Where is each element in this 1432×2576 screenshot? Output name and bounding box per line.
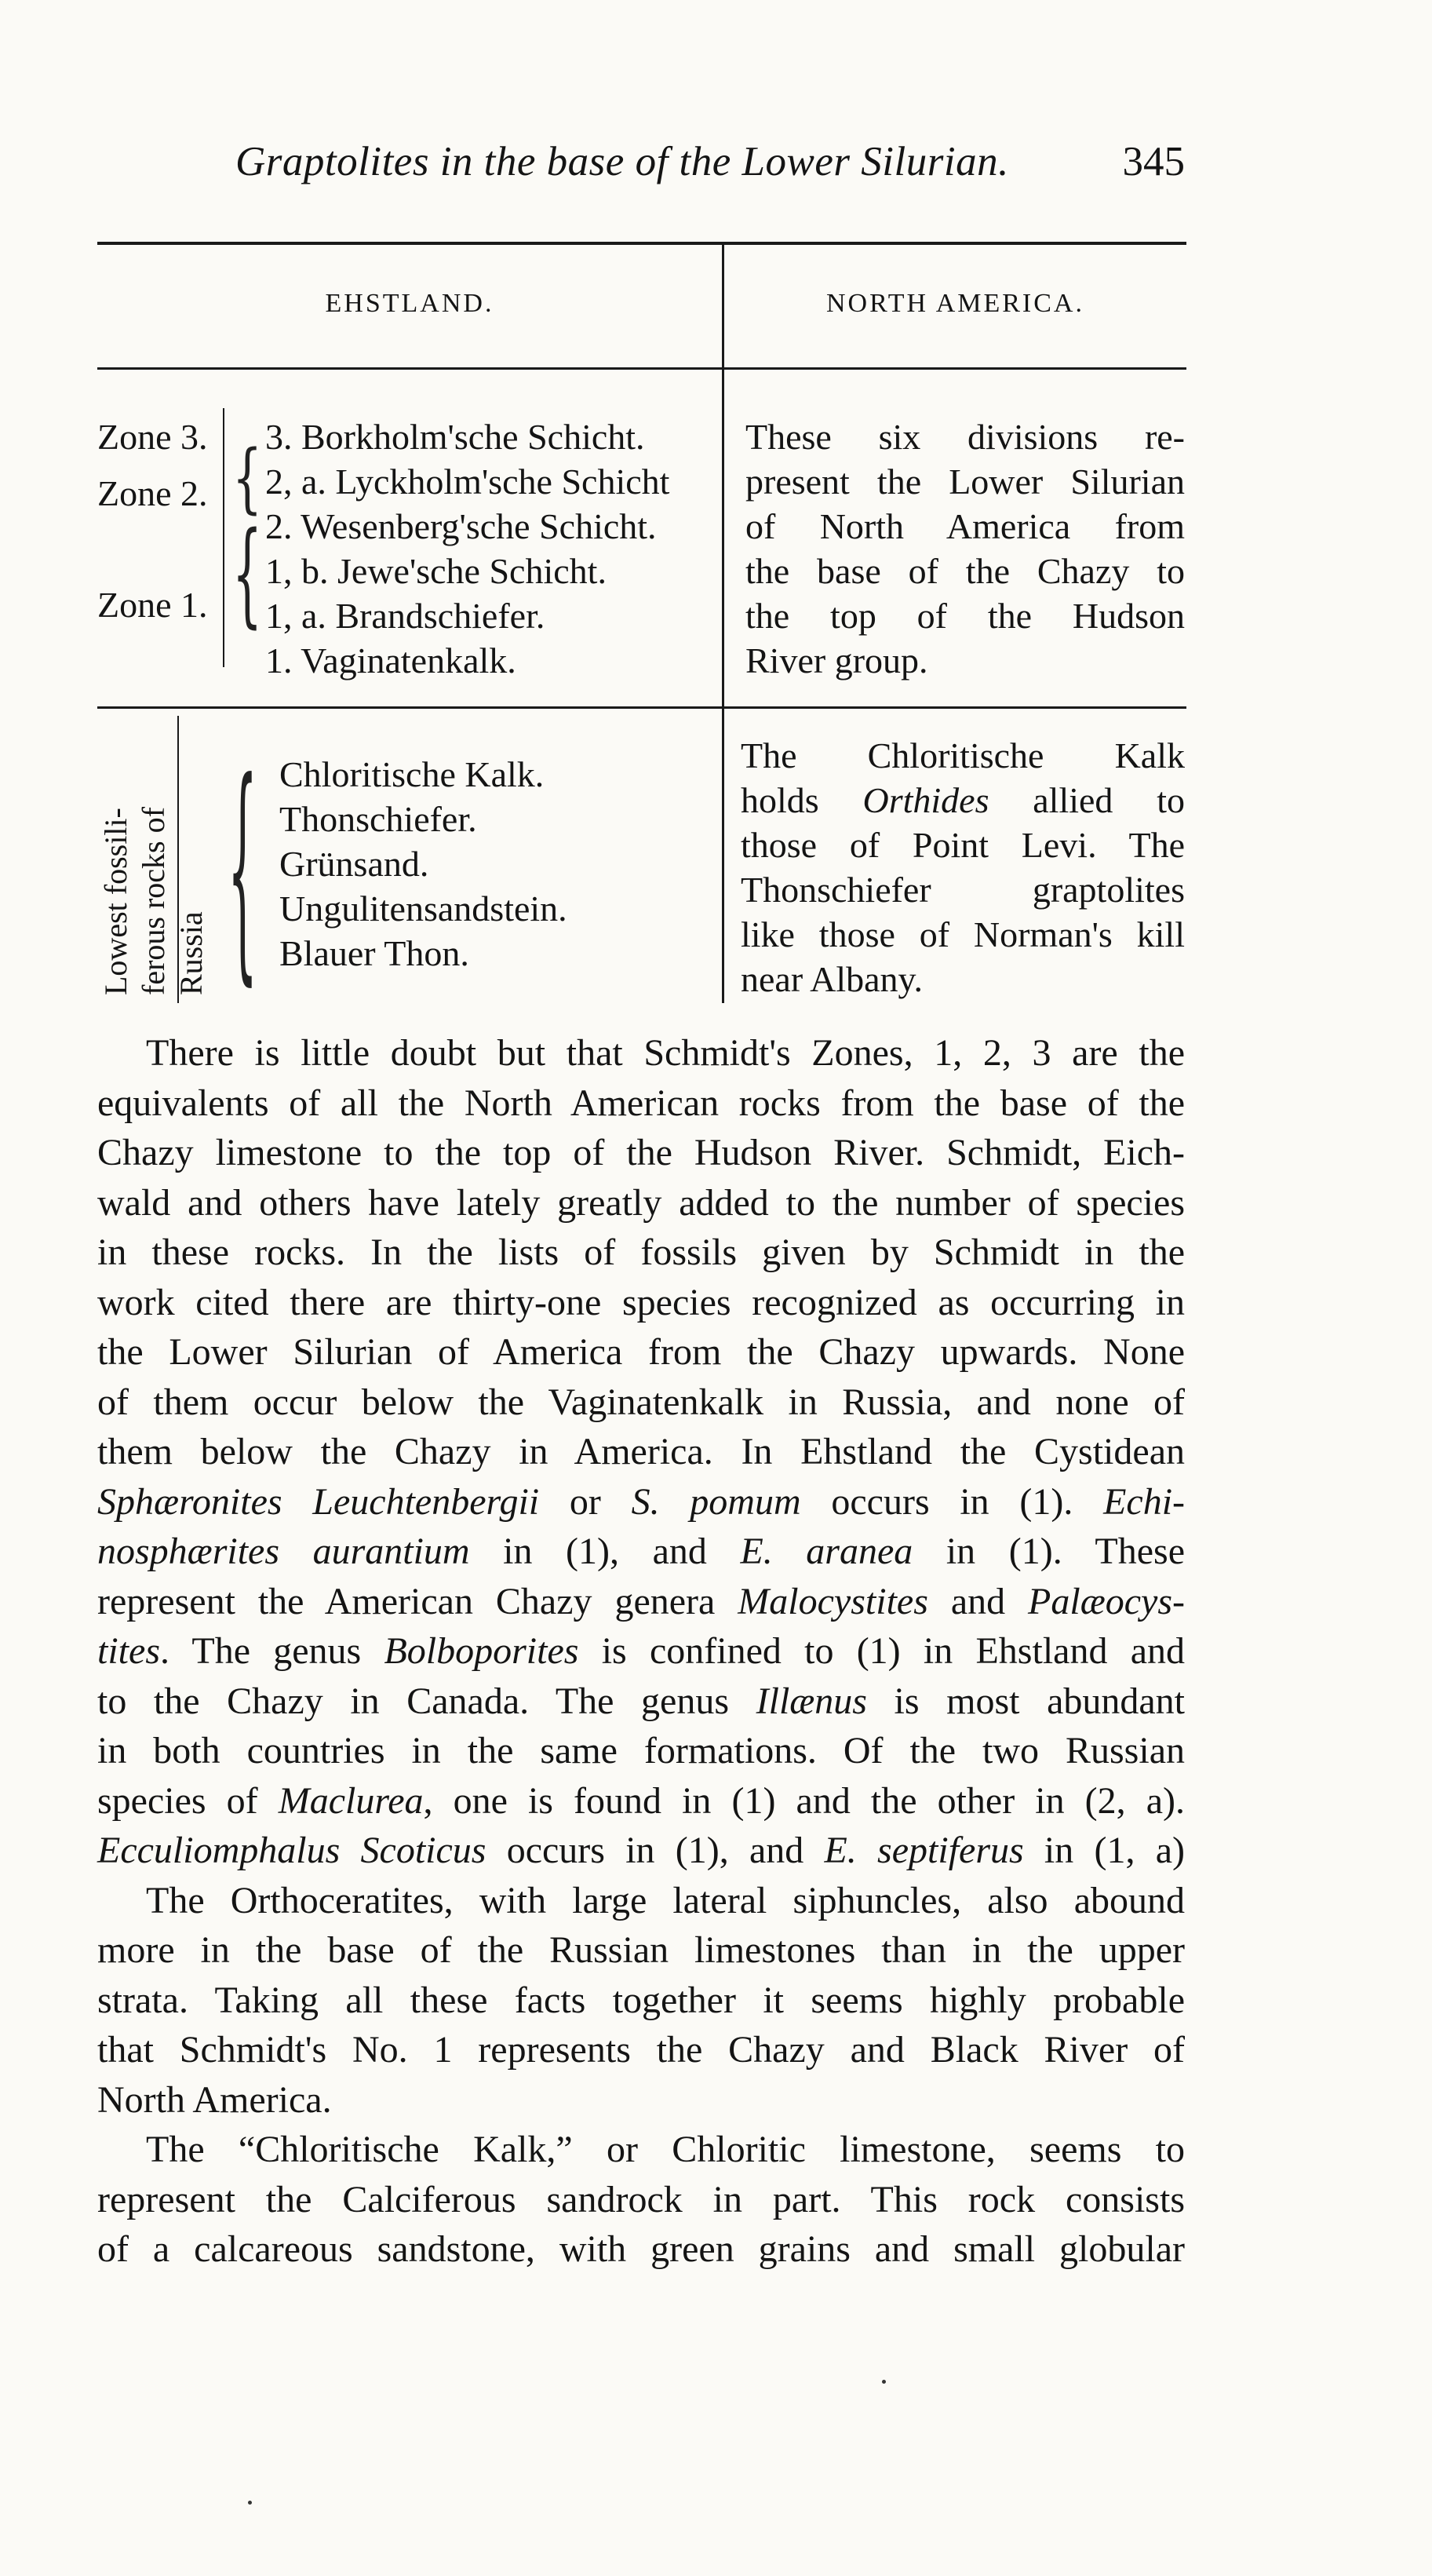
text-run: species of	[97, 1779, 279, 1822]
table-top-rule	[97, 242, 1186, 245]
note-line: the base of the Chazy to	[745, 551, 1185, 591]
text-line: There is little doubt but that Schmidt's Zones, 1, 2, 3 are the	[146, 1032, 1185, 1074]
text-line: Chazy limestone to the top of the Hudson River. Schmidt, Eich-	[97, 1132, 1185, 1173]
text-run: occurs in (1), and	[486, 1830, 825, 1871]
division-item: 1. Vaginatenkalk.	[265, 640, 516, 680]
note-line	[741, 912, 1185, 957]
note-line	[741, 823, 1185, 867]
text-line: them below the Chazy in America. In Ehstland the Cystidean	[97, 1431, 1185, 1472]
text-line: strata. Taking all these facts together it seems highly probable	[97, 1979, 1185, 2021]
text-line: of a calcareous sandstone, with green grains and small globular	[97, 2228, 1185, 2270]
text-line	[97, 1477, 1185, 1527]
text-line: equivalents of all the North American rocks from the base of the	[97, 1082, 1185, 1124]
note-text: The Chloritische Kalk	[741, 735, 1185, 775]
genus-name: Maclurea	[278, 1779, 424, 1822]
species-name: Ecculiomphalus Scoticus	[97, 1830, 486, 1871]
note-text: like those of Norman's kill	[741, 914, 1185, 954]
zone-label: Zone 3.	[97, 417, 208, 457]
text-line	[97, 1677, 1185, 1727]
division-item: Ungulitensandstein.	[279, 888, 567, 929]
table-header-rule	[97, 367, 1186, 370]
species-name: E. aranea	[740, 1531, 913, 1572]
text-line: more in the base of the Russian limestones than in the upper	[97, 1929, 1185, 1971]
note-text: those of Point Levi. The	[741, 825, 1185, 865]
header-title: Graptolites in the base of the Lower Silurian.	[235, 139, 1009, 184]
species-name: Echi-	[1103, 1480, 1186, 1523]
zone-column-divider-1	[223, 408, 224, 667]
note-text: near Albany.	[741, 959, 924, 999]
text-run: represent the American Chazy genera	[97, 1580, 738, 1622]
text-run: is confined to (1) in Ehstland and	[578, 1630, 1185, 1672]
note-line	[741, 957, 1185, 1002]
division-item: Thonschiefer.	[279, 799, 477, 839]
text-line: the Lower Silurian of America from the Chazy upwards. None	[97, 1331, 1185, 1373]
species-name: nosphærites aurantium	[97, 1531, 470, 1572]
species-name: S. pomum	[631, 1480, 801, 1523]
table-center-divider	[722, 242, 724, 1003]
rotated-label-line: Russia	[173, 911, 209, 995]
text-run: is most abundant	[866, 1680, 1186, 1722]
text-line: that Schmidt's No. 1 represents the Chazy and Black River of	[97, 2029, 1185, 2071]
table-section-rule	[97, 706, 1186, 709]
note-text: holds	[741, 780, 863, 820]
note-line: River group.	[745, 640, 928, 680]
note-line	[741, 867, 1185, 912]
text-run: in (1), and	[469, 1531, 741, 1572]
text-line	[97, 1577, 1185, 1627]
note-line: the top of the Hudson	[745, 596, 1185, 636]
genus-name: Palæocys-	[1028, 1580, 1185, 1622]
division-item: Blauer Thon.	[279, 933, 469, 973]
note-line: present the Lower Silurian	[745, 462, 1185, 502]
running-header	[97, 132, 1185, 195]
note-text: Thonschiefer graptolites	[741, 870, 1185, 910]
note-line: These six divisions re-	[745, 417, 1185, 457]
note-line: of North America from	[745, 506, 1185, 546]
rotated-label-line: ferous rocks of	[136, 807, 171, 995]
genus-name: Illænus	[756, 1680, 867, 1722]
rotated-label-line: Lowest fossili-	[98, 808, 133, 995]
zone-label: Zone 2.	[97, 473, 208, 513]
division-item: 2, a. Lyckholm'sche Schicht	[265, 462, 670, 502]
text-line: in both countries in the same formations. Of the two Russian	[97, 1730, 1185, 1771]
north-america-note-2	[741, 733, 1185, 1002]
text-line: North America.	[97, 2078, 332, 2121]
division-item: Chloritische Kalk.	[279, 754, 545, 794]
genus-name: Orthides	[862, 780, 989, 820]
text-run: , one is found in (1) and the other in (2, a).	[423, 1779, 1185, 1822]
page-number: 345	[1122, 139, 1185, 184]
text-run: to the Chazy in Canada. The genus	[97, 1680, 756, 1722]
genus-name: Bolboporites	[384, 1630, 579, 1672]
text-line	[97, 1527, 1185, 1577]
text-line: work cited there are thirty-one species recognized as occurring in	[97, 1281, 1185, 1323]
column-heading-ehstland: EHSTLAND.	[325, 289, 494, 318]
division-item: Grünsand.	[279, 844, 429, 884]
text-run: in (1, a)	[1023, 1830, 1185, 1871]
division-item: 1, a. Brandschiefer.	[265, 596, 545, 636]
brace-zone-1: {	[232, 509, 263, 640]
division-item: 3. Borkholm'sche Schicht.	[265, 417, 645, 457]
text-line: The “Chloritische Kalk,” or Chloritic limestone, seems to	[146, 2129, 1185, 2170]
division-item: 2. Wesenberg'sche Schicht.	[265, 506, 657, 546]
rotated-label	[97, 807, 210, 995]
text-line	[97, 1826, 1185, 1876]
north-america-note-1	[745, 414, 1185, 683]
scan-speck	[248, 2501, 252, 2505]
species-name: Sphæronites Leuchtenbergii	[97, 1480, 540, 1523]
species-name: E. septiferus	[824, 1830, 1024, 1871]
text-line: represent the Calciferous sandrock in part. This rock consists	[97, 2178, 1185, 2220]
scan-speck	[882, 2380, 886, 2384]
text-run: or	[539, 1480, 632, 1523]
genus-name: tites	[97, 1630, 160, 1672]
text-run: and	[927, 1580, 1029, 1622]
brace-zone-2: {	[232, 435, 263, 523]
note-line	[741, 733, 1185, 778]
note-text: allied to	[989, 780, 1185, 820]
text-line: of them occur below the Vaginatenkalk in Russia, and none of	[97, 1381, 1185, 1423]
body-text	[97, 1028, 1185, 2275]
division-item: 1, b. Jewe'sche Schicht.	[265, 551, 607, 591]
text-line: The Orthoceratites, with large lateral siphuncles, also abound	[146, 1879, 1185, 1921]
brace-russia: {	[228, 734, 258, 1009]
text-line: wald and others have lately greatly added to the number of species	[97, 1181, 1185, 1224]
note-line	[741, 778, 1185, 823]
column-heading-north-america: NORTH AMERICA.	[826, 289, 1084, 318]
text-line	[97, 1626, 1185, 1677]
text-run: . The genus	[160, 1630, 384, 1672]
zone-label: Zone 1.	[97, 585, 208, 625]
text-run: occurs in (1).	[800, 1480, 1104, 1523]
text-line: in these rocks. In the lists of fossils given by Schmidt in the	[97, 1231, 1185, 1273]
genus-name: Malocystites	[738, 1580, 928, 1622]
text-run: in (1). These	[913, 1531, 1186, 1572]
text-line	[97, 1776, 1185, 1826]
